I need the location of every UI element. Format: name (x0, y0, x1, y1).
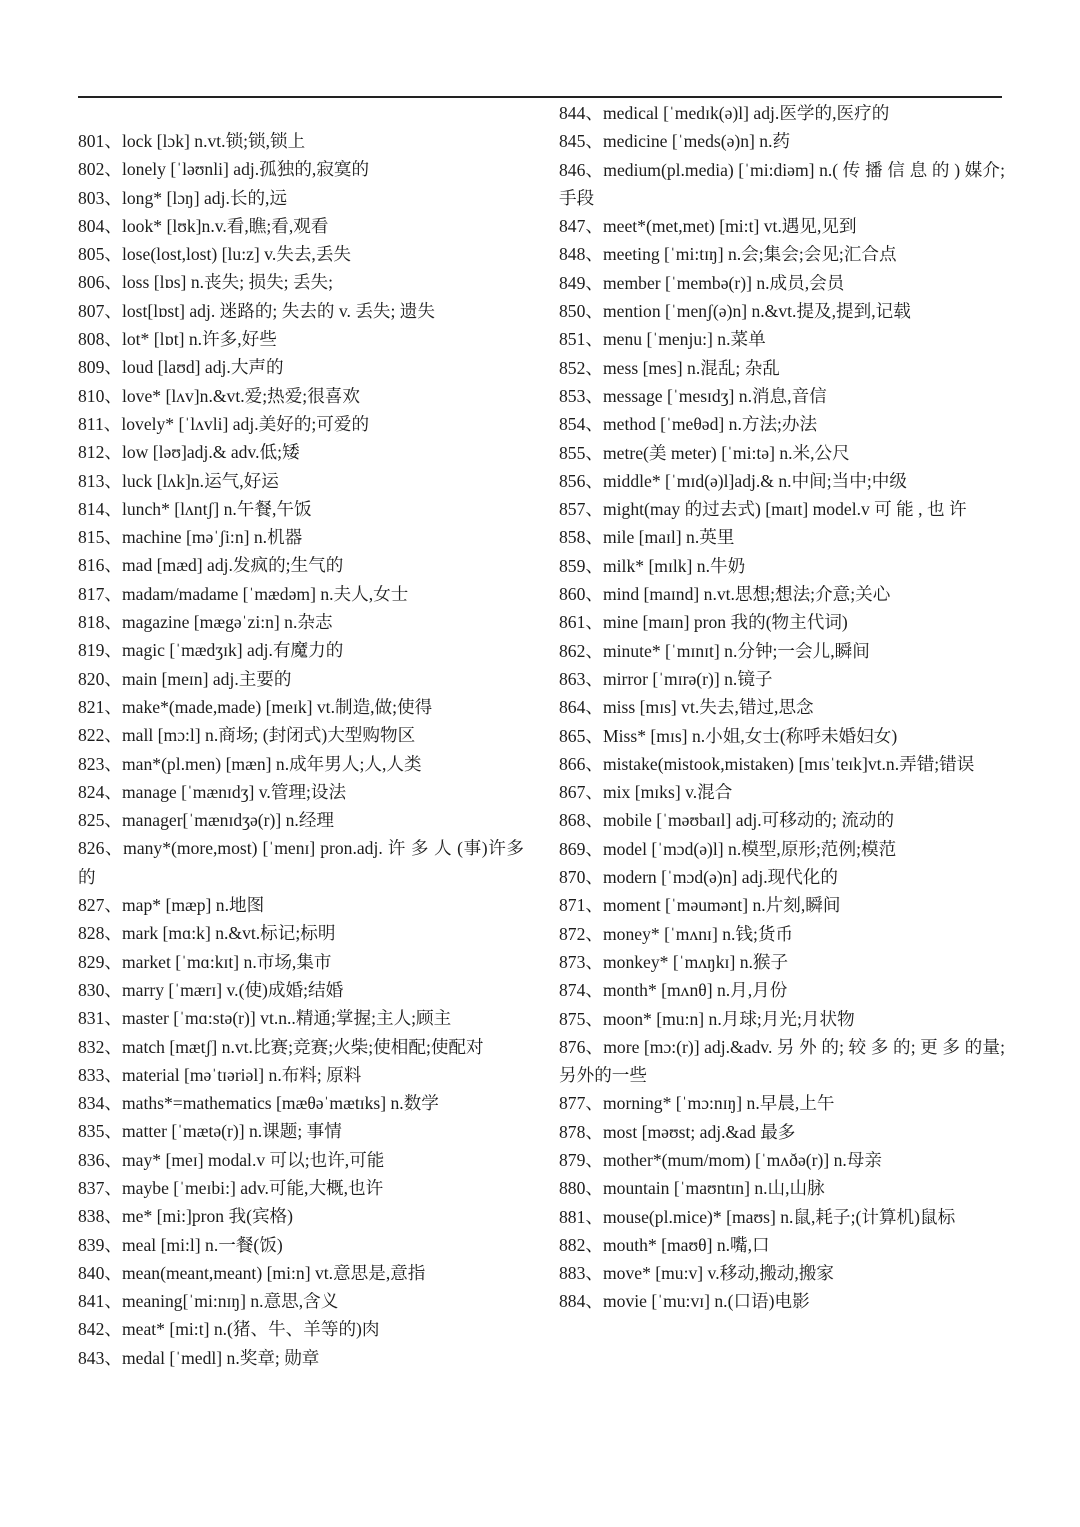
vocab-entry-841: 841、meaning[ˈmi:nɪŋ] n.意思,含义 (78, 1291, 339, 1312)
vocab-entry-838: 838、me* [mi:]pron 我(宾格) (78, 1206, 293, 1227)
vocab-entry-850: 850、mention [ˈmenʃ(ə)n] n.&vt.提及,提到,记载 (559, 301, 911, 322)
vocab-entry-861: 861、mine [maɪn] pron 我的(物主代词) (559, 612, 848, 633)
vocab-entry-881: 881、mouse(pl.mice)* [maʊs] n.鼠,耗子;(计算机)鼠标 (559, 1206, 956, 1227)
vocab-entry-883: 883、move* [mu:v] v.移动,搬动,搬家 (559, 1263, 834, 1284)
vocab-entry-853: 853、message [ˈmesɪdʒ] n.消息,音信 (559, 385, 827, 406)
vocab-entry-804: 804、look* [lʊk]n.v.看,瞧;看,观看 (78, 215, 329, 236)
vocab-entry-828: 828、mark [mɑ:k] n.&vt.标记;标明 (78, 923, 336, 944)
vocab-entry-848: 848、meeting [ˈmi:tɪŋ] n.会;集会;会见;汇合点 (559, 244, 897, 265)
vocab-entry-813: 813、luck [lʌk]n.运气,好运 (78, 470, 279, 491)
vocab-entry-818: 818、magazine [mægəˈzi:n] n.杂志 (78, 612, 333, 633)
vocab-entry-879: 879、mother*(mum/mom) [ˈmʌðə(r)] n.母亲 (559, 1149, 882, 1170)
vocab-entry-826: 826、many*(more,most) [ˈmenɪ] pron.adj. 许 多 人 (事)许多的 (78, 838, 524, 887)
vocab-entry-843: 843、medal [ˈmedl] n.奖章; 勋章 (78, 1347, 320, 1368)
vocab-entry-854: 854、method [ˈmeθəd] n.方法;办法 (559, 414, 818, 435)
vocab-entry-842: 842、meat* [mi:t] n.(猪、牛、羊等的)肉 (78, 1319, 380, 1340)
vocab-entry-844: 844、medical [ˈmedɪk(ə)l] adj.医学的,医疗的 (559, 103, 890, 123)
vocab-entry-827: 827、map* [mæp] n.地图 (78, 895, 265, 916)
vocab-entry-857: 857、might(may 的过去式) [maɪt] model.v 可 能 , 也 许 (559, 499, 967, 520)
vocab-entry-808: 808、lot* [lɒt] n.许多,好些 (78, 329, 277, 350)
vocab-entry-819: 819、magic [ˈmædʒɪk] adj.有魔力的 (78, 640, 344, 661)
vocab-entry-869: 869、model [ˈmɔd(ə)l] n.模型,原形;范例;模范 (559, 838, 897, 859)
vocab-entry-802: 802、lonely [ˈləʊnli] adj.孤独的,寂寞的 (78, 159, 370, 180)
vocab-entry-809: 809、loud [laʊd] adj.大声的 (78, 357, 284, 378)
vocab-entry-835: 835、matter [ˈmætə(r)] n.课题; 事情 (78, 1121, 342, 1142)
vocab-entry-823: 823、man*(pl.men) [mæn] n.成年男人;人,人类 (78, 753, 422, 774)
vocab-entry-851: 851、menu [ˈmenju:] n.菜单 (559, 329, 766, 350)
vocab-entry-872: 872、money* [ˈmʌnɪ] n.钱;货币 (559, 923, 794, 944)
vocab-entry-849: 849、member [ˈmembə(r)] n.成员,会员 (559, 272, 845, 293)
vocab-entry-877: 877、morning* [ˈmɔ:nɪŋ] n.早晨,上午 (559, 1093, 835, 1114)
vocab-entry-852: 852、mess [mes] n.混乱; 杂乱 (559, 357, 780, 378)
right-column (559, 99, 1005, 1316)
vocab-entry-873: 873、monkey* [ˈmʌŋkɪ] n.猴子 (559, 951, 789, 972)
header-rule (78, 96, 1002, 98)
vocab-entry-822: 822、mall [mɔ:l] n.商场; (封闭式)大型购物区 (78, 725, 416, 746)
vocab-entry-860: 860、mind [maɪnd] n.vt.思想;想法;介意;关心 (559, 584, 891, 605)
vocab-entry-810: 810、love* [lʌv]n.&vt.爱;热爱;很喜欢 (78, 385, 360, 406)
vocab-entry-805: 805、lose(lost,lost) [lu:z] v.失去,丢失 (78, 244, 352, 265)
vocab-entry-834: 834、maths*=mathematics [mæθəˈmætɪks] n.数学 (78, 1093, 439, 1114)
vocab-entry-871: 871、moment [ˈməumənt] n.片刻,瞬间 (559, 895, 841, 916)
vocab-entry-858: 858、mile [maɪl] n.英里 (559, 527, 735, 548)
vocab-entry-864: 864、miss [mɪs] vt.失去,错过,思念 (559, 697, 814, 718)
vocab-entry-862: 862、minute* [ˈmɪnɪt] n.分钟;一会儿,瞬间 (559, 640, 870, 661)
vocab-entry-815: 815、machine [məˈʃi:n] n.机器 (78, 527, 303, 548)
vocab-entry-806: 806、loss [lɒs] n.丧失; 损失; 丢失; (78, 272, 334, 293)
vocab-entry-876: 876、more [mɔ:(r)] adj.&adv. 另 外 的; 较 多 的; 更 多 的量;另外的一些 (559, 1036, 1005, 1086)
vocab-entry-803: 803、long* [lɔŋ] adj.长的,远 (78, 187, 288, 208)
vocab-entry-865: 865、Miss* [mɪs] n.小姐,女士(称呼未婚妇女) (559, 725, 898, 746)
vocab-entry-831: 831、master [ˈmɑ:stə(r)] vt.n..精通;掌握;主人;顾主 (78, 1008, 452, 1029)
vocab-entry-855: 855、metre(美 meter) [ˈmi:tə] n.米,公尺 (559, 442, 850, 463)
vocab-entry-847: 847、meet*(met,met) [mi:t] vt.遇见,见到 (559, 216, 857, 237)
left-column (78, 127, 524, 1372)
vocab-entry-816: 816、mad [mæd] adj.发疯的;生气的 (78, 555, 344, 576)
vocab-entry-832: 832、match [mætʃ] n.vt.比赛;竞赛;火柴;使相配;使配对 (78, 1036, 484, 1057)
vocab-entry-878: 878、most [məʊst; adj.&ad 最多 (559, 1121, 796, 1142)
vocab-entry-840: 840、mean(meant,meant) [mi:n] vt.意思是,意指 (78, 1262, 426, 1283)
vocab-entry-839: 839、meal [mi:l] n.一餐(饭) (78, 1234, 283, 1255)
vocab-entry-846: 846、medium(pl.media) [ˈmi:diəm] n.( 传 播 信 息 的 ) 媒介; 手段 (559, 159, 1005, 208)
vocab-entry-867: 867、mix [mɪks] v.混合 (559, 782, 733, 803)
vocab-entry-884: 884、movie [ˈmu:vɪ] n.(口语)电影 (559, 1291, 810, 1312)
vocab-entry-820: 820、main [meɪn] adj.主要的 (78, 668, 292, 689)
vocab-entry-824: 824、manage [ˈmænɪdʒ] v.管理;设法 (78, 781, 347, 802)
vocab-entry-870: 870、modern [ˈmɔd(ə)n] adj.现代化的 (559, 867, 838, 888)
vocab-entry-868: 868、mobile [ˈməʊbaɪl] adj.可移动的; 流动的 (559, 810, 895, 831)
vocab-entry-812: 812、low [ləʊ]adj.& adv.低;矮 (78, 442, 300, 463)
vocab-entry-874: 874、month* [mʌnθ] n.月,月份 (559, 980, 788, 1001)
vocab-entry-811: 811、lovely* [ˈlʌvli] adj.美好的;可爱的 (78, 413, 370, 434)
vocab-entry-807: 807、lost[lɒst] adj. 迷路的; 失去的 v. 丢失; 遗失 (78, 300, 435, 321)
vocab-entry-837: 837、maybe [ˈmeɪbi:] adv.可能,大概,也许 (78, 1177, 384, 1198)
vocab-entry-830: 830、marry [ˈmærɪ] v.(使)成婚;结婚 (78, 979, 344, 1000)
vocab-entry-859: 859、milk* [mɪlk] n.牛奶 (559, 555, 746, 576)
vocab-entry-814: 814、lunch* [lʌntʃ] n.午餐,午饭 (78, 498, 312, 519)
vocab-entry-866: 866、mistake(mistook,mistaken) [mɪsˈteɪk]vt.n.弄错;错误 (559, 753, 975, 774)
vocab-entry-845: 845、medicine [ˈmeds(ə)n] n.药 (559, 131, 791, 152)
vocab-entry-836: 836、may* [meɪ] modal.v 可以;也许,可能 (78, 1149, 385, 1170)
vocab-entry-821: 821、make*(made,made) [meɪk] vt.制造,做;使得 (78, 696, 433, 717)
vocab-entry-833: 833、material [məˈtɪəriəl] n.布料; 原料 (78, 1064, 362, 1085)
vocab-entry-801: 801、lock [lɔk] n.vt.锁;锁,锁上 (78, 131, 306, 151)
vocab-entry-882: 882、mouth* [maʊθ] n.嘴,口 (559, 1234, 770, 1255)
vocab-entry-875: 875、moon* [mu:n] n.月球;月光;月状物 (559, 1008, 855, 1029)
vocab-entry-817: 817、madam/madame [ˈmædəm] n.夫人,女士 (78, 583, 409, 604)
vocab-entry-829: 829、market [ˈmɑ:kɪt] n.市场,集市 (78, 951, 332, 972)
vocab-entry-825: 825、manager[ˈmænɪdʒə(r)] n.经理 (78, 810, 335, 831)
vocab-entry-856: 856、middle* [ˈmɪd(ə)l]adj.& n.中间;当中;中级 (559, 470, 907, 491)
vocab-entry-880: 880、mountain [ˈmaʊntɪn] n.山,山脉 (559, 1178, 825, 1199)
vocab-entry-863: 863、mirror [ˈmɪrə(r)] n.镜子 (559, 668, 773, 689)
